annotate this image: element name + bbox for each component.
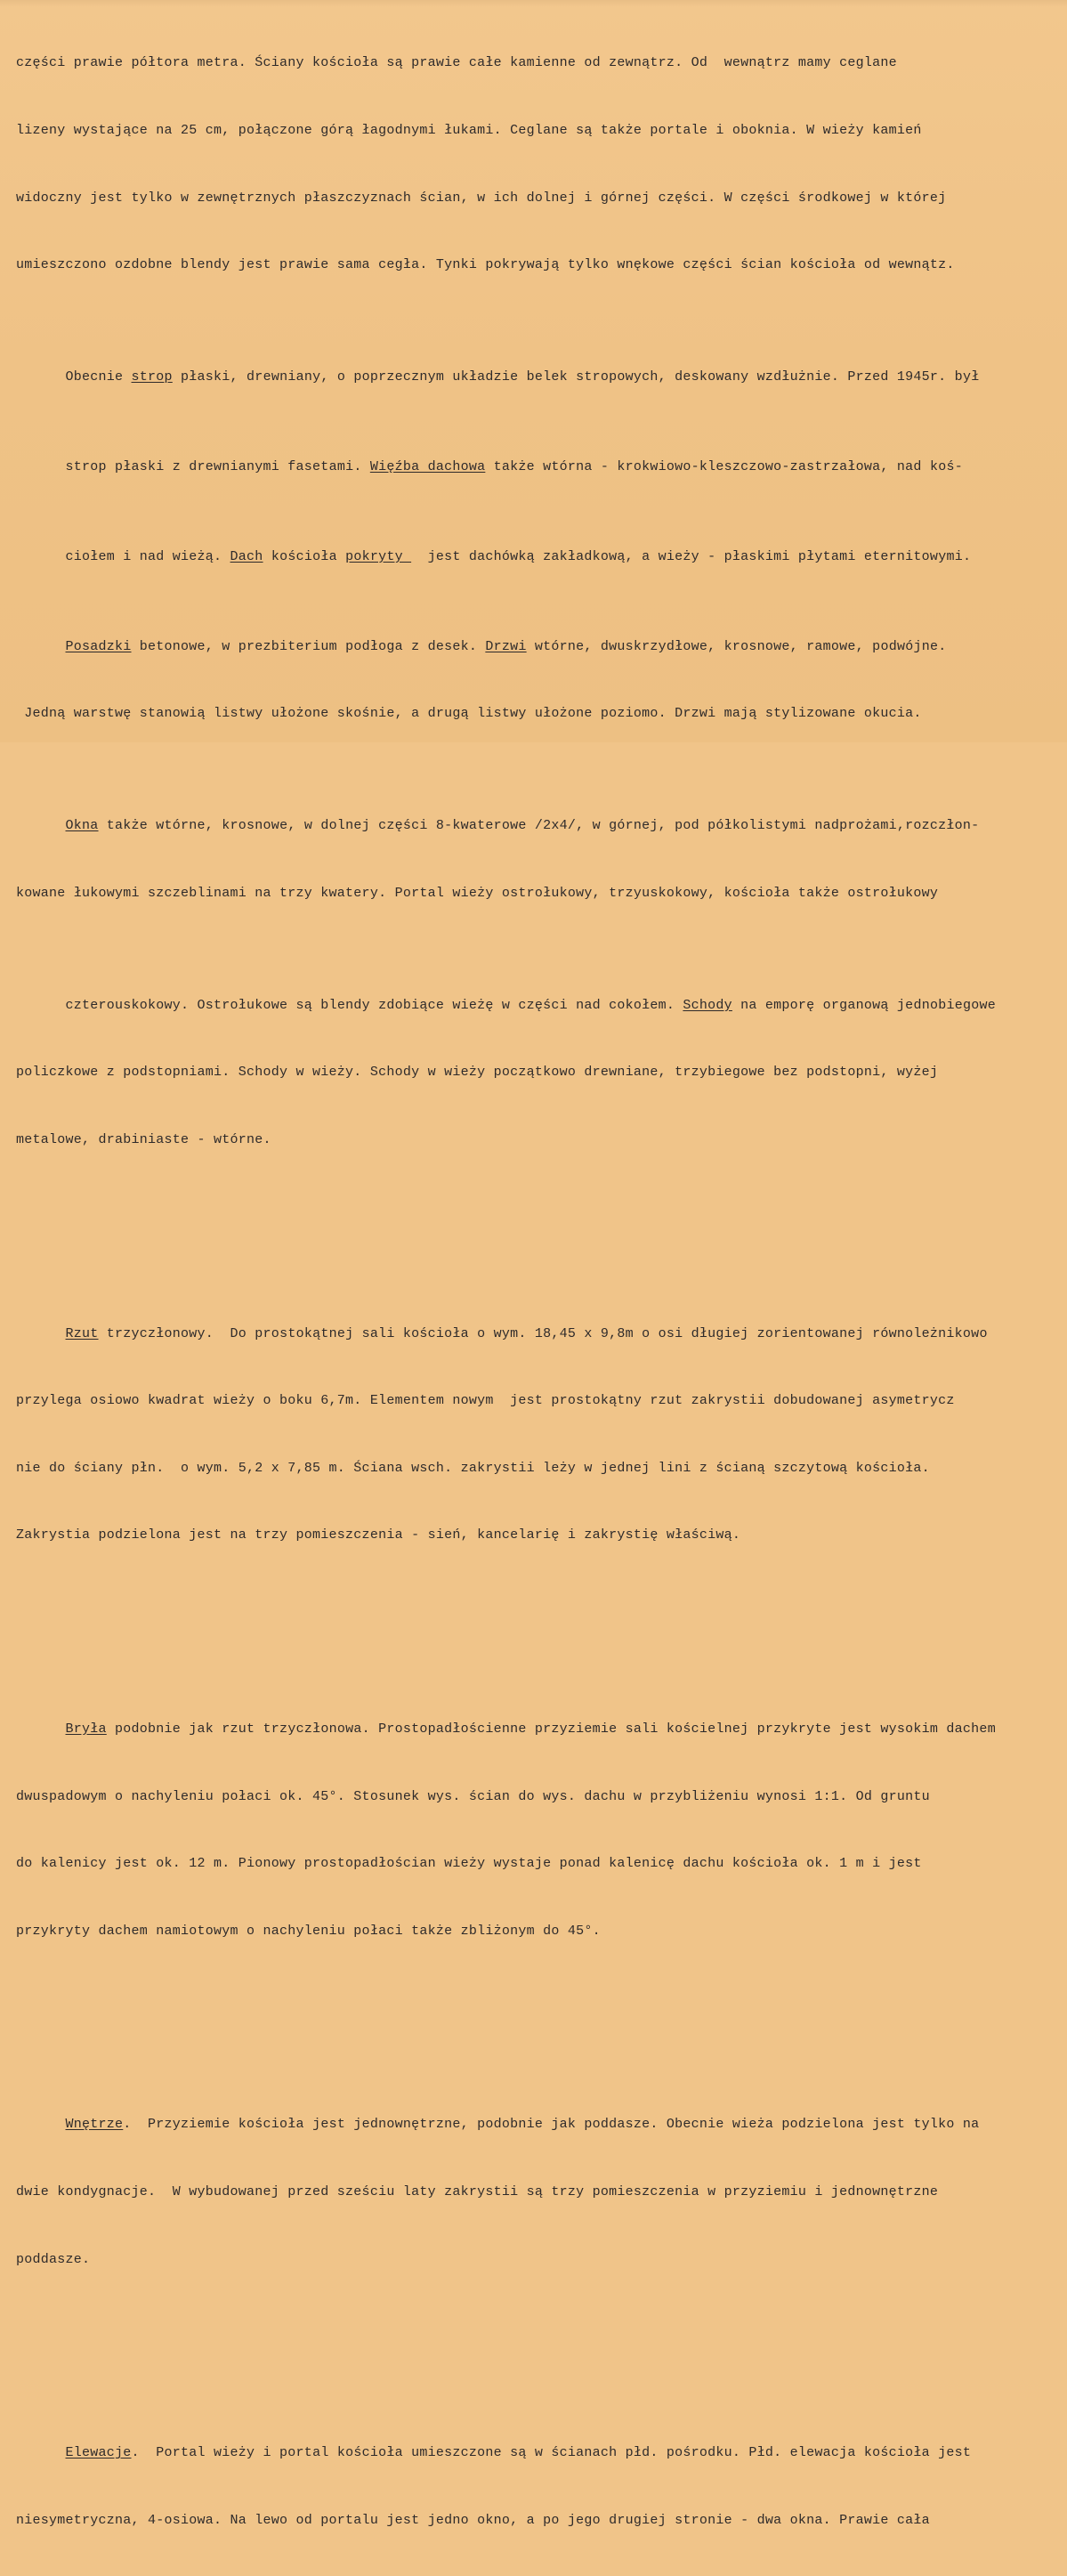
- paragraph-gap: [16, 1614, 1067, 1628]
- text-segment: . Przyziemie kościoła jest jednownętrzne, podobnie jak poddasze. Obecnie wieża podzielona jest tylko na: [123, 2117, 980, 2133]
- text-line: [16, 523, 1067, 564]
- text-line: Jedną warstwę stanowią listwy ułożone skośnie, a drugą listwy ułożone poziomo. Drzwi mają stylizowane okucia.: [16, 706, 922, 722]
- heading-posadzki: Posadzki: [65, 638, 132, 654]
- text-segment: także wtórne, krosnowe, w dolnej części 8-kwaterowe /2x4/, w górnej, pod półkolistymi nadprożami,rozczłon-: [98, 818, 980, 834]
- text-line: części prawie półtora metra. Ściany kościoła są prawie całe kamienne od zewnątrz. Od wewnątrz mamy ceglane: [16, 55, 897, 71]
- text-line: widoczny jest tylko w zewnętrznych płaszczyznach ścian, w ich dolnej i górnej części. W części środkowej w której: [16, 190, 947, 206]
- paragraph-gap: [16, 2010, 1067, 2024]
- text-segment: jest dachówką zakładkową, a wieży - płaskimi płytami eternitowymi.: [411, 548, 972, 564]
- text-line: przylega osiowo kwadrat wieży o boku 6,7m. Elementem nowym jest prostokątny rzut zakrystii dobudowanej asymetrycz: [16, 1393, 955, 1409]
- heading-pokryty: pokryty: [345, 548, 412, 564]
- text-line: do kalenicy jest ok. 12 m. Pionowy prostopadłościan wieży wystaje ponad kalenicę dachu kościoła ok. 1 m i jest: [16, 1856, 922, 1872]
- text-line: Zakrystia podzielona jest na trzy pomieszczenia - sień, kancelarię i zakrystię właściwą.: [16, 1527, 741, 1543]
- text-line: [16, 1300, 1067, 1341]
- heading-strop: strop: [131, 369, 173, 385]
- heading-drzwi: Drzwi: [485, 638, 527, 654]
- text-segment: podobnie jak rzut trzyczłonowa. Prostopadłościenne przyziemie sali kościelnej przykryte jest wysokim dachem: [106, 1721, 996, 1737]
- text-line: policzkowe z podstopniami. Schody w wieży. Schody w wieży początkowo drewniane, trzybiegowe bez podstopni, wyżej: [16, 1065, 939, 1081]
- text-segment: kościoła: [263, 548, 346, 564]
- text-line: [16, 2419, 1067, 2461]
- text-line: dwuspadowym o nachyleniu połaci ok. 45°. Stosunek wys. ścian do wys. dachu w przybliżeniu wynosi 1:1. Od gruntu: [16, 1788, 930, 1804]
- text-line: niesymetryczna, 4-osiowa. Na lewo od portalu jest jedno okno, a po jego drugiej stronie - dwa okna. Prawie cała: [16, 2512, 930, 2528]
- text-line: [16, 344, 1067, 385]
- text-line: przykryty dachem namiotowym o nachyleniu połaci także zbliżonym do 45°.: [16, 1923, 601, 1939]
- text-line: nie do ściany płn. o wym. 5,2 x 7,85 m. Ściana wsch. zakrystii leży w jednej lini z ścianą szczytową kościoła.: [16, 1460, 930, 1476]
- text-segment: wtórne, dwuskrzydłowe, krosnowe, ramowe, podwójne.: [526, 638, 947, 654]
- heading-wiezba-dachowa: Więźba dachowa: [369, 458, 486, 474]
- text-segment: płaski, drewniany, o poprzecznym układzie belek stropowych, deskowany wzdłużnie. Przed 1945r. był: [172, 369, 980, 385]
- text-segment: ciołem i nad wieżą.: [65, 548, 230, 564]
- text-line: [16, 612, 1067, 654]
- text-line: [16, 792, 1067, 834]
- document-body: [16, 7, 1067, 2576]
- paragraph-gap: [16, 2337, 1067, 2352]
- text-line: [16, 972, 1067, 1013]
- text-segment: betonowe, w prezbiterium podłoga z desek.: [131, 638, 486, 654]
- text-segment: Obecnie: [65, 369, 132, 385]
- text-line: umieszczono ozdobne blendy jest prawie sama cegła. Tynki pokrywają tylko wnękowe części ścian kościoła od wewnątz.: [16, 257, 955, 273]
- text-line: kowane łukowymi szczeblinami na trzy kwatery. Portal wieży ostrołukowy, trzyuskokowy, kościoła także ostrołukowy: [16, 885, 939, 901]
- heading-schody: Schody: [683, 997, 732, 1013]
- text-segment: na emporę organową jednobiegowe: [732, 997, 996, 1013]
- heading-wnetrze: Wnętrze: [65, 2117, 124, 2133]
- paragraph-gap: [16, 1219, 1067, 1233]
- page-top-edge: [0, 0, 1067, 7]
- heading-bryla: Bryła: [65, 1721, 107, 1737]
- text-segment: trzyczłonowy. Do prostokątnej sali kościoła o wym. 18,45 x 9,8m o osi długiej zorientowanej równoleżnikowo: [98, 1325, 988, 1341]
- text-segment: także wtórna - krokwiowo-kleszczowo-zastrzałowa, nad koś-: [485, 458, 963, 474]
- text-segment: . Portal wieży i portal kościoła umieszczone są w ścianach płd. pośrodku. Płd. elewacja kościoła jest: [131, 2445, 972, 2461]
- text-segment: czterouskokowy. Ostrołukowe są blendy zdobiące wieżę w części nad cokołem.: [65, 997, 683, 1013]
- text-line: metalowe, drabiniaste - wtórne.: [16, 1131, 271, 1147]
- heading-elewacje: Elewacje: [65, 2445, 132, 2461]
- text-line: [16, 433, 1067, 474]
- heading-okna: Okna: [65, 818, 99, 834]
- text-segment: strop płaski z drewnianymi fasetami.: [65, 458, 370, 474]
- heading-dach: Dach: [230, 548, 263, 564]
- text-line: lizeny wystające na 25 cm, połączone górą łagodnymi łukami. Ceglane są także portale i obokniа. W wieży kamień: [16, 123, 922, 138]
- heading-rzut: Rzut: [65, 1325, 99, 1341]
- text-line: [16, 2091, 1067, 2133]
- text-line: dwie kondygnacje. W wybudowanej przed sześciu laty zakrystii są trzy pomieszczenia w przyziemiu i jednownętrzne: [16, 2183, 939, 2199]
- text-line: [16, 1696, 1067, 1737]
- text-line: poddasze.: [16, 2251, 91, 2267]
